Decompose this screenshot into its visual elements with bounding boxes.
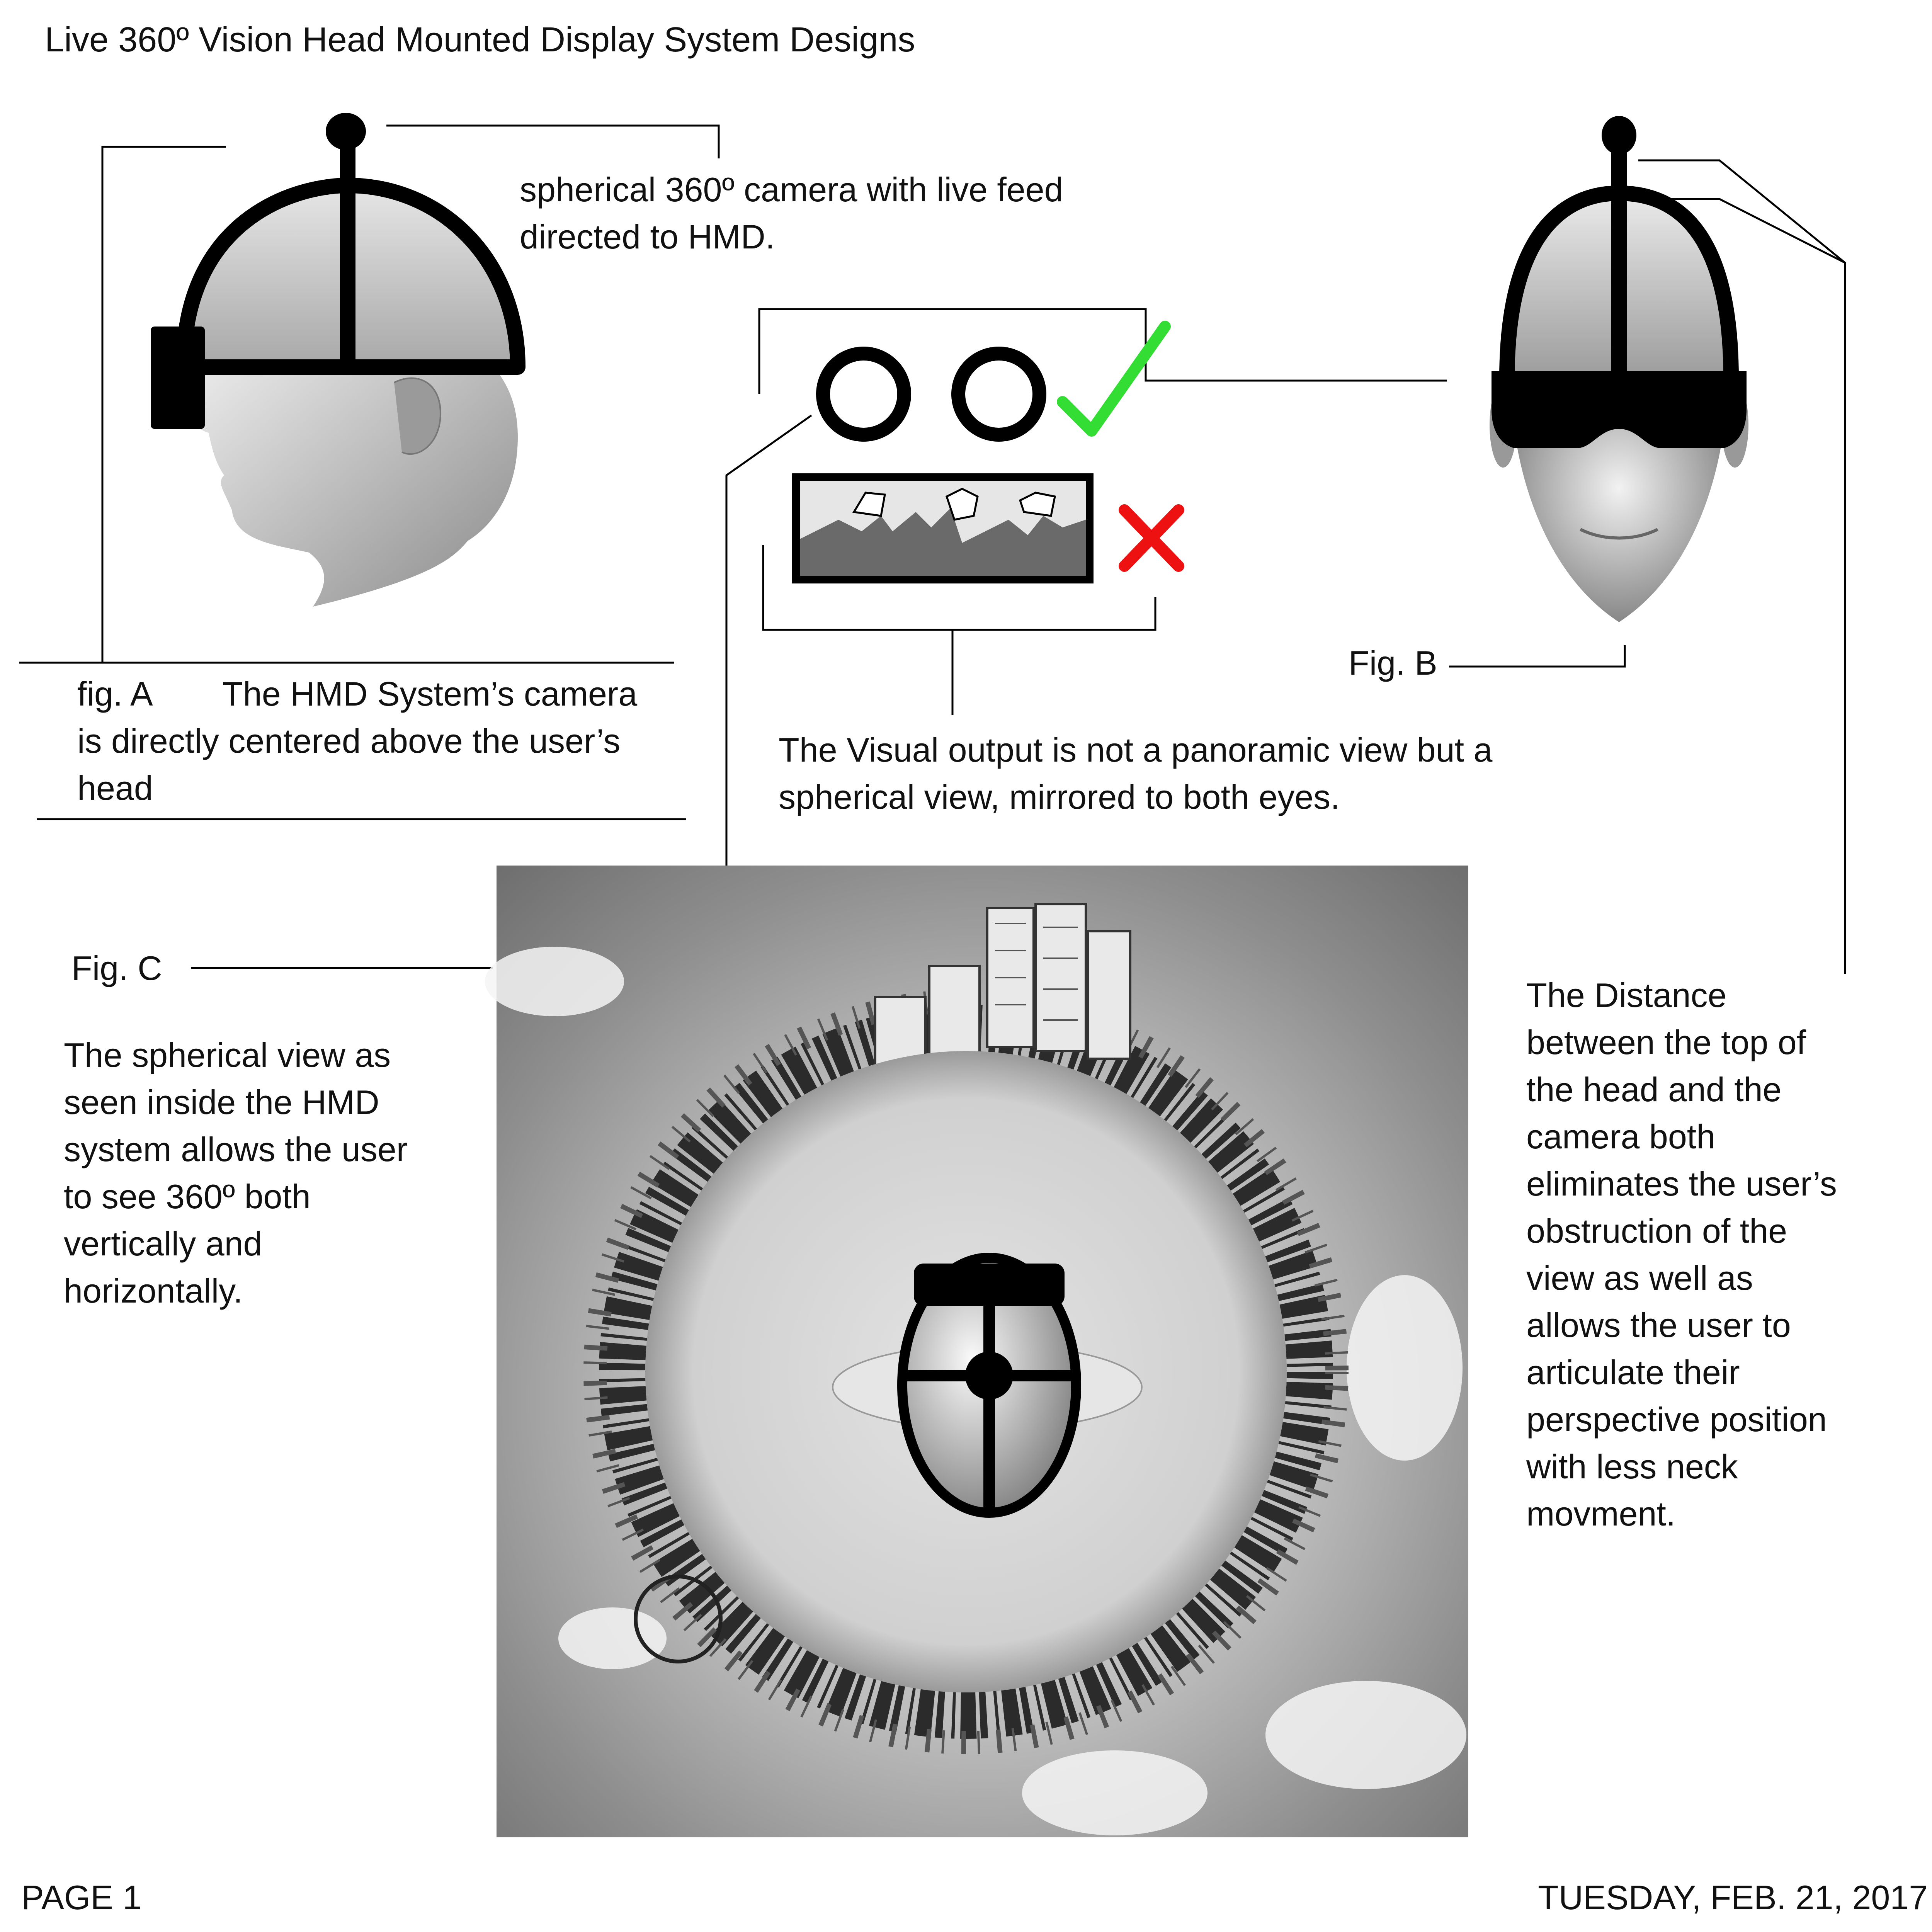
cross-icon xyxy=(1124,510,1179,566)
fig-a-label: fig. A xyxy=(77,675,153,713)
right-eye-circle-icon xyxy=(958,354,1039,435)
little-planet-illustration xyxy=(497,866,1468,1837)
panoramic-view-diagram xyxy=(792,473,1198,601)
spherical-view-photo xyxy=(497,866,1468,1837)
visual-output-line2: spherical view, mirrored to both eyes. xyxy=(779,778,1340,816)
fig-c-caption-line: to see 360º both xyxy=(64,1177,311,1216)
fig-c-caption-line: horizontally. xyxy=(64,1272,243,1310)
fig-c-caption-line: vertically and xyxy=(64,1225,262,1263)
distance-note-line: between the top of xyxy=(1526,1023,1806,1061)
distance-note-line: camera both xyxy=(1526,1117,1716,1156)
distance-note-line: The Distance xyxy=(1526,976,1727,1014)
distance-note-line: obstruction of the xyxy=(1526,1212,1787,1250)
visual-output-line1: The Visual output is not a panoramic view but a xyxy=(779,731,1493,769)
fig-b-front-head xyxy=(1476,108,1762,641)
distance-note-line: allows the user to xyxy=(1526,1306,1791,1344)
camera-ball-icon xyxy=(326,113,366,150)
camera-note-line1: spherical 360º camera with live feed xyxy=(520,170,1063,209)
check-icon xyxy=(1063,327,1165,431)
distance-note-line: eliminates the user’s xyxy=(1526,1165,1837,1203)
fig-a-caption-line2: is directly centered above the user’s xyxy=(77,722,621,760)
fig-c-caption-line: seen inside the HMD xyxy=(64,1083,379,1121)
visual-output-note xyxy=(779,726,1492,821)
distance-note xyxy=(1526,972,1837,1537)
page-title: Live 360º Vision Head Mounted Display System Designs xyxy=(45,20,915,59)
fig-a-caption-line3: head xyxy=(77,769,153,807)
distance-note-line: the head and the xyxy=(1526,1070,1782,1109)
distance-note-line: movment. xyxy=(1526,1495,1676,1533)
fig-c-caption xyxy=(64,1032,408,1315)
distance-note-line: view as well as xyxy=(1526,1259,1753,1297)
camera-ball-icon xyxy=(965,1352,1013,1400)
fig-c-caption-line: The spherical view as xyxy=(64,1036,391,1074)
camera-ball-icon xyxy=(1602,116,1636,155)
distance-note-line: perspective position xyxy=(1526,1400,1827,1439)
distance-note-line: with less neck xyxy=(1526,1447,1738,1486)
camera-note xyxy=(520,166,1063,260)
page-number: PAGE 1 xyxy=(21,1878,142,1917)
fig-a-side-head xyxy=(147,104,533,618)
page-date: TUESDAY, FEB. 21, 2017 xyxy=(1538,1878,1928,1917)
distance-note-line: articulate their xyxy=(1526,1353,1740,1391)
fig-b-label: Fig. B xyxy=(1349,644,1437,682)
fig-c-label: Fig. C xyxy=(71,949,162,987)
left-eye-circle-icon xyxy=(823,354,904,435)
spherical-eyes-diagram xyxy=(808,309,1179,464)
fig-a-caption-line1: The HMD System’s camera xyxy=(222,675,638,713)
fig-c-caption-line: system allows the user xyxy=(64,1130,408,1168)
fig-a-caption xyxy=(77,670,637,812)
camera-note-line2: directed to HMD. xyxy=(520,218,775,256)
